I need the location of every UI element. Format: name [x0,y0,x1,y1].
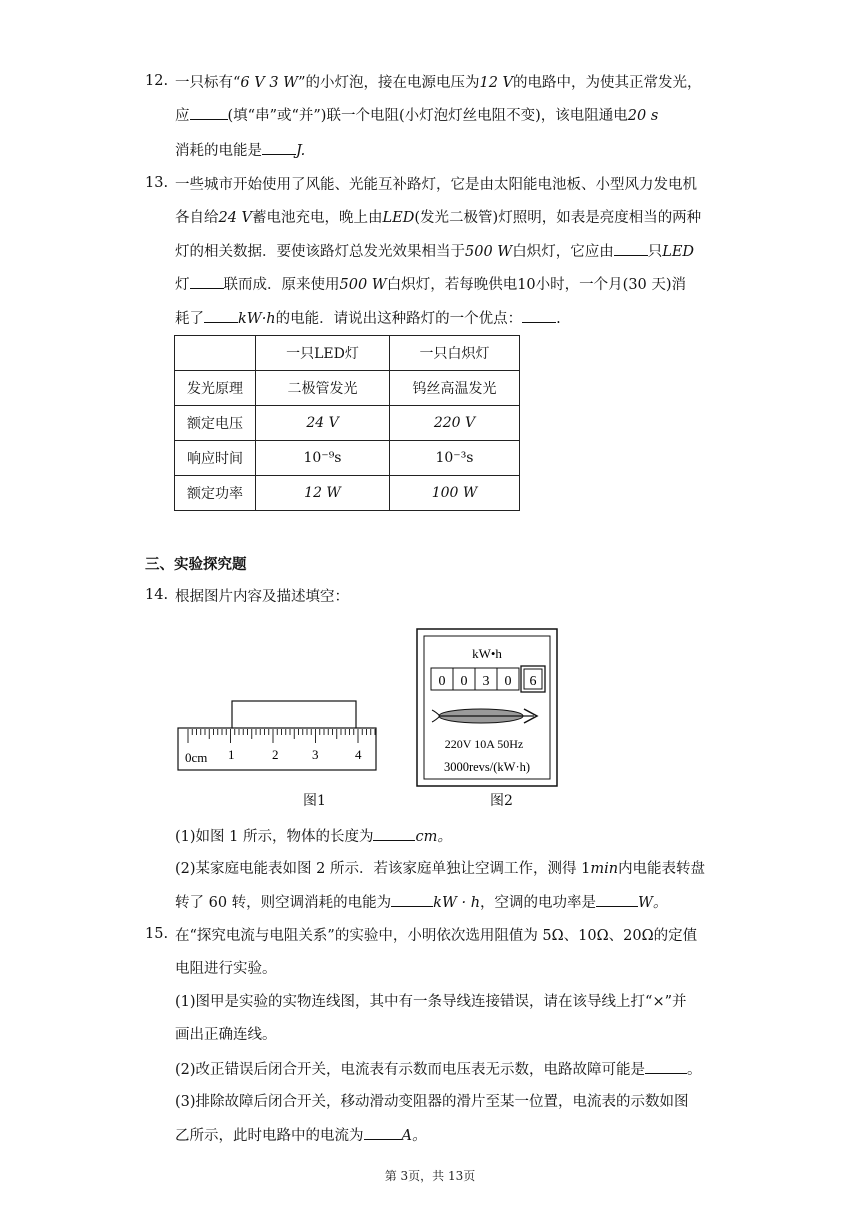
question-number-13: 13. [145,175,169,191]
ruler-label-1: 1 [228,747,235,762]
question-14-line-1: 根据图片内容及描述填空： [175,589,349,605]
question-14-part-2: (2)某家庭电能表如图 2 所示．若该家庭单独让空调工作，测得 1min内电能表转盘 [175,861,706,877]
question-15-line-4: 画出正确连线。 [175,1027,277,1043]
figure-2-caption: 图2 [490,793,513,809]
meter-unit-label: kW•h [472,646,502,661]
answer-blank [373,826,415,841]
question-14-part-1: (1)如图 1 所示，物体的长度为 cm。 [175,826,452,847]
table-cell: 10⁻⁹s [256,441,390,476]
question-13-line-3: 灯的相关数据．要使该路灯总发光效果相当于500 W白炽灯，它应由 只LED [175,241,694,262]
answer-blank [364,1125,402,1140]
question-number-12: 12. [145,73,169,89]
table-cell: 12 W [256,476,390,511]
table-row [175,441,520,476]
question-12-line-2: 应 (填“串”或“并”)联一个电阻(小灯泡灯丝电阻不变)，该电阻通电20 s [175,105,658,126]
question-15-line-1: 在“探究电流与电阻关系”的实验中，小明依次选用阻值为 5Ω、10Ω、20Ω的定值 [175,928,698,944]
question-12-line-1: 一只标有“6 V 3 W”的小灯泡，接在电源电压为12 V的电路中，为使其正常发光， [175,75,702,91]
answer-blank [190,105,228,120]
question-15-line-7: 乙所示，此时电路中的电流为 A。 [175,1125,426,1146]
table-cell: 响应时间 [175,441,256,476]
answer-blank [190,274,224,289]
table-cell: 24 V [256,406,390,441]
figure-1-caption: 图1 [303,793,326,809]
question-number-14: 14. [145,587,169,603]
table-row [175,476,520,511]
table-cell: 10⁻³s [390,441,520,476]
answer-blank [522,308,556,323]
question-15-line-5: (2)改正错误后闭合开关，电流表有示数而电压表无示数，电路故障可能是 。 [175,1059,702,1080]
question-13-line-4: 灯 联而成．原来使用500 W白炽灯，若每晚供电10小时，一个月(30 天)消 [175,274,686,295]
table-header-cell: 一只LED灯 [256,336,390,371]
question-13-line-2: 各自给24 V蓄电池充电，晚上由LED(发光二极管)灯照明，如表是亮度相当的两种 [175,210,702,226]
meter-digit: 6 [529,674,537,689]
ruler-label-3: 3 [312,747,319,762]
answer-blank [614,241,648,256]
measured-object [232,701,356,729]
table-cell [175,336,256,371]
table-cell: 发光原理 [175,371,256,406]
table-header-cell: 一只白炽灯 [390,336,520,371]
ruler-label-0: 0cm [185,750,208,765]
question-number-15: 15. [145,926,169,942]
meter-digit: 0 [504,674,512,689]
meter-digit: 0 [460,674,468,689]
page-footer: 第 3页，共 13页 [384,1169,476,1183]
lamp-comparison-table [174,335,520,511]
answer-blank [596,892,638,907]
answer-blank [204,308,238,323]
table-cell: 100 W [390,476,520,511]
meter-digit-display [431,666,545,692]
answer-blank [391,892,433,907]
question-15-line-6: (3)排除故障后闭合开关，移动滑动变阻器的滑片至某一位置，电流表的示数如图 [175,1094,689,1110]
ruler-label-4: 4 [355,747,362,762]
meter-digit: 0 [438,674,446,689]
question-14-part-2-cont: 转了 60 转，则空调消耗的电能为 kW · h，空调的电功率是 W。 [175,892,667,913]
table-row [175,406,520,441]
ruler-figure [175,695,380,775]
answer-blank [262,140,296,155]
section-heading: 三、实验探究题 [145,556,247,573]
question-15-line-3: (1)图甲是实验的实物连线图，其中有一条导线连接错误，请在该导线上打“×”并 [175,994,687,1010]
table-cell: 220 V [390,406,520,441]
meter-spec-label: 220V 10A 50Hz [444,737,524,751]
table-cell: 额定功率 [175,476,256,511]
meter-digit: 3 [482,674,490,689]
question-15-line-2: 电阻进行实验。 [175,961,277,977]
answer-blank [645,1059,687,1074]
meter-revs-label: 3000revs/(kW·h) [443,760,531,774]
question-13-line-5: 耗了 kW·h的电能．请说出这种路灯的一个优点： . [175,308,561,329]
question-12-line-3: 消耗的电能是 J. [175,140,305,161]
table-cell: 额定电压 [175,406,256,441]
table-cell: 二极管发光 [256,371,390,406]
table-cell: 钨丝高温发光 [390,371,520,406]
table-row [175,371,520,406]
ruler-label-2: 2 [272,747,279,762]
table-header-row [175,336,520,371]
question-13-line-1: 一些城市开始使用了风能、光能互补路灯，它是由太阳能电池板、小型风力发电机 [175,177,697,193]
energy-meter-figure [416,628,558,787]
